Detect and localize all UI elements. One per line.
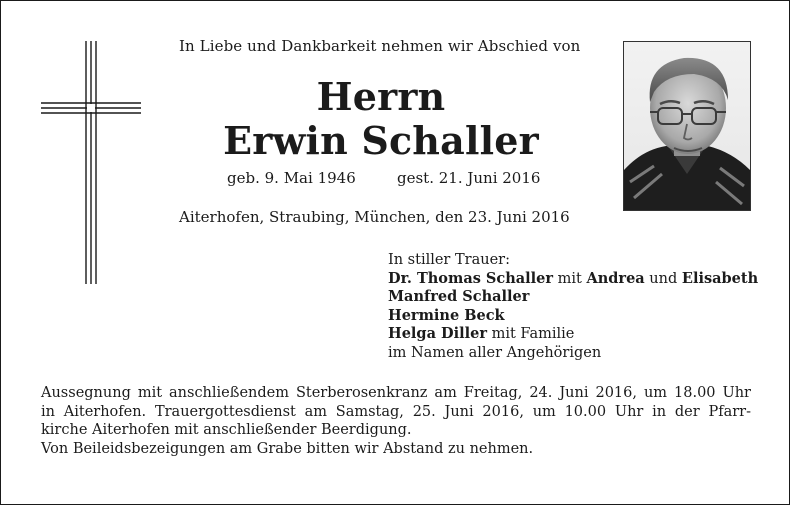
mourner-line-2 — [388, 288, 758, 307]
mourners-heading: In stiller Trauer: — [388, 252, 510, 268]
mourner-joiner: mit — [553, 270, 587, 287]
mourner-name: Elisabeth — [681, 269, 759, 287]
mourner-name: Helga Diller — [388, 325, 487, 342]
deceased-name-block — [171, 75, 591, 163]
mourner-line-1 — [388, 270, 758, 289]
mourner-line-3 — [388, 307, 758, 326]
mourner-name: Hermine Beck — [388, 306, 505, 324]
intro-text: In Liebe und Dankbarkeit nehmen wir Abschied von — [179, 37, 581, 55]
mourner-name: Manfred Schaller — [388, 288, 530, 305]
mourner-rest: mit Familie — [486, 326, 575, 342]
service-line-3: kirche Aiterhofen mit anschließender Beerdigung. — [41, 422, 412, 438]
service-line-2: in Aiterhofen. Trauergottesdienst am Samstag, 25. Juni 2016, um 10.00 Uhr in der Pfarr- — [41, 403, 751, 420]
cross-icon — [39, 39, 143, 285]
place-and-date: Aiterhofen, Straubing, München, den 23. Juni 2016 — [179, 208, 570, 226]
life-dates — [227, 169, 540, 187]
mourner-line-4 — [388, 325, 758, 344]
death-date: gest. 21. Juni 2016 — [397, 169, 541, 187]
mourners-list — [388, 251, 758, 362]
mourner-name: Andrea — [586, 269, 645, 287]
birth-date: geb. 9. Mai 1946 — [227, 169, 356, 187]
salutation: Herrn — [316, 74, 446, 119]
deceased-name: Erwin Schaller — [223, 118, 539, 163]
mourner-line-5: im Namen aller Angehörigen — [388, 344, 602, 361]
portrait-photo — [623, 41, 751, 211]
service-line-1: Aussegnung mit anschließendem Sterberosenkranz am Freitag, 24. Juni 2016, um 18.00 Uhr — [41, 385, 751, 401]
service-announcement — [41, 384, 751, 458]
mourner-name: Dr. Thomas Schaller — [388, 269, 554, 287]
service-line-4: Von Beileidsbezeigungen am Grabe bitten wir Abstand zu nehmen. — [41, 440, 534, 457]
mourner-joiner: und — [644, 270, 682, 287]
